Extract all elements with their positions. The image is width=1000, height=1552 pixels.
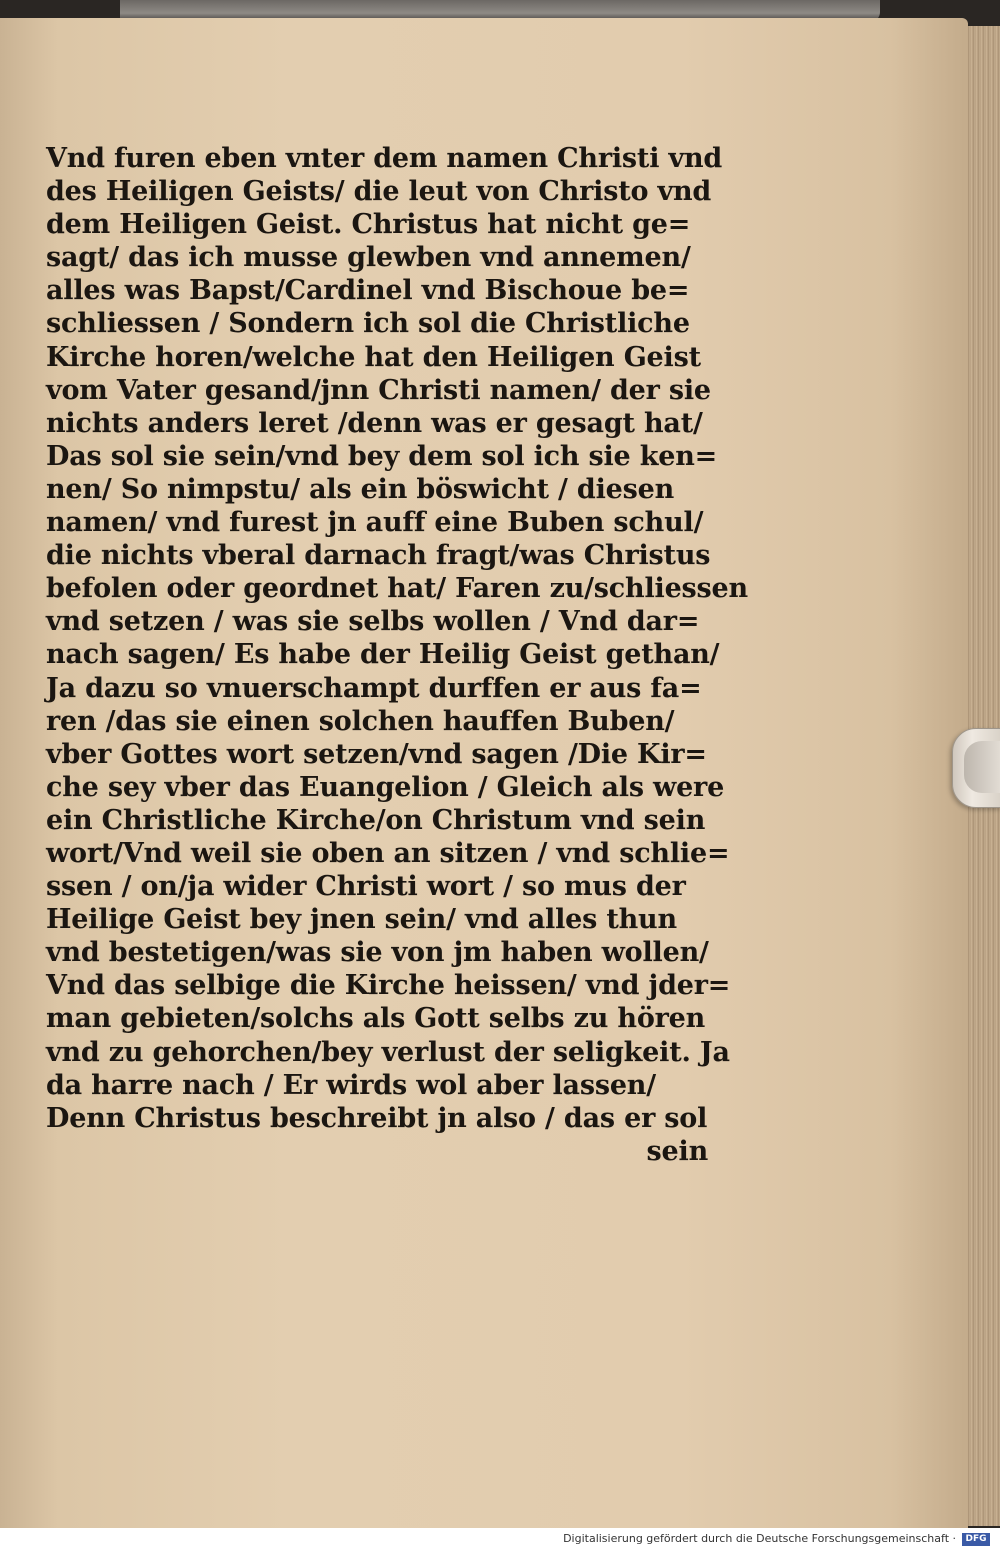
- text-line: sagt/ das ich musse glewben vnd annemen/: [46, 242, 691, 274]
- text-line: che sey vber das Euangelion / Gleich als were: [46, 771, 725, 803]
- text-line: nen/ So nimpstu/ als ein böswicht / diesen: [46, 473, 675, 505]
- text-line: Ja dazu so vnuerschampt durffen er aus fa=: [46, 672, 702, 704]
- funding-credit: Digitalisierung gefördert durch die Deutsche Forschungsgemeinschaft ·: [563, 1532, 956, 1545]
- text-line: des Heiligen Geists/ die leut von Christo vnd: [46, 176, 712, 208]
- catchword: sein: [646, 1135, 708, 1167]
- text-line: Das sol sie sein/vnd bey dem sol ich sie ken=: [46, 440, 718, 472]
- text-line: Denn Christus beschreibt jn also / das er sol: [46, 1102, 708, 1134]
- text-line: Kirche horen/welche hat den Heiligen Geist: [46, 341, 701, 373]
- text-line: Vnd das selbige die Kirche heissen/ vnd jder=: [46, 970, 731, 1002]
- text-line: befolen oder geordnet hat/ Faren zu/schliessen: [46, 573, 748, 605]
- text-line: vom Vater gesand/jnn Christi namen/ der sie: [46, 374, 711, 406]
- text-line: namen/ vnd furest jn auff eine Buben schul/: [46, 507, 704, 539]
- text-line: nichts anders leret /denn was er gesagt hat/: [46, 407, 703, 439]
- text-line: schliessen / Sondern ich sol die Christliche: [46, 308, 690, 340]
- text-line: ein Christliche Kirche/on Christum vnd sein: [46, 804, 706, 836]
- text-line: nach sagen/ Es habe der Heilig Geist gethan/: [46, 639, 720, 671]
- footer-bar: [0, 1528, 1000, 1552]
- blackletter-text-block: [46, 142, 748, 1168]
- text-line: alles was Bapst/Cardinel vnd Bischoue be=: [46, 275, 690, 307]
- paper-page: [0, 18, 968, 1528]
- text-line: ssen / on/ja wider Christi wort / so mus der: [46, 871, 686, 903]
- text-line: da harre nach / Er wirds wol aber lassen/: [46, 1069, 656, 1101]
- text-line: vnd zu gehorchen/bey verlust der seligkeit. Ja: [46, 1036, 730, 1068]
- text-line: die nichts vberal darnach fragt/was Christus: [46, 540, 711, 572]
- text-line: Vnd furen eben vnter dem namen Christi vnd: [46, 143, 723, 174]
- text-line: wort/Vnd weil sie oben an sitzen / vnd schlie=: [46, 837, 730, 869]
- page-tab-marker-inner: [964, 741, 1000, 793]
- text-line: Heilige Geist bey jnen sein/ vnd alles thun: [46, 904, 677, 936]
- dfg-logo-icon: DFG: [962, 1533, 990, 1546]
- text-line: man gebieten/solchs als Gott selbs zu hören: [46, 1003, 706, 1035]
- text-line: vnd setzen / was sie selbs wollen / Vnd dar=: [46, 606, 700, 638]
- text-line: vber Gottes wort setzen/vnd sagen /Die Kir=: [46, 738, 707, 770]
- text-line: ren /das sie einen solchen hauffen Buben/: [46, 705, 675, 737]
- text-line: vnd bestetigen/was sie von jm haben wollen/: [46, 937, 709, 969]
- text-line: dem Heiligen Geist. Christus hat nicht ge=: [46, 209, 691, 241]
